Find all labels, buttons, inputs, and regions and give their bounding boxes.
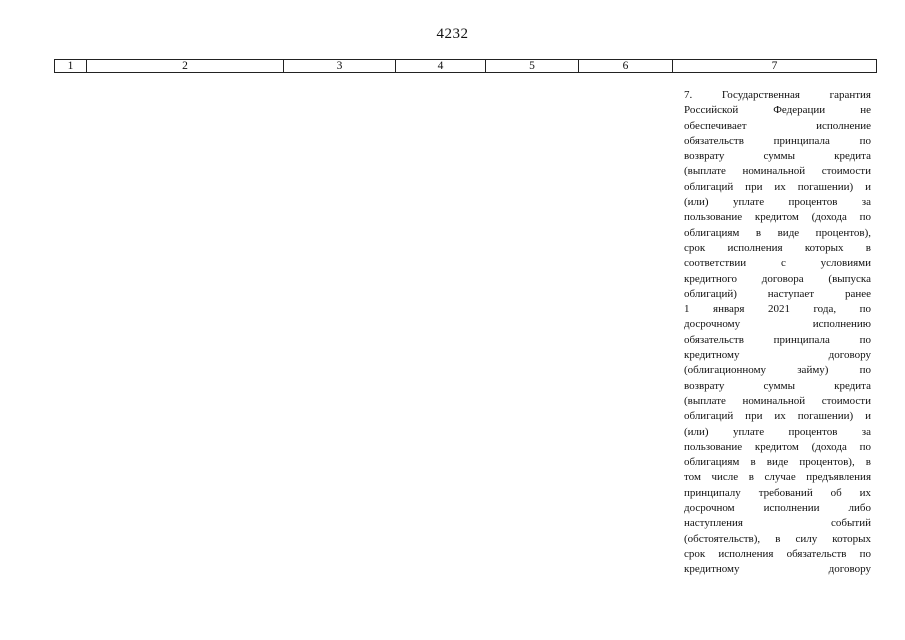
text-line: соответствии с условиями (684, 257, 871, 270)
text-line: облигаций) наступает ранее (684, 287, 871, 300)
text-line: пользование кредитом (дохода по (684, 440, 871, 453)
text-line: (или) уплате процентов за (684, 425, 871, 438)
text-line: (облигационному займу) по (684, 364, 871, 377)
text-line: облигациям в виде процентов), в (684, 456, 871, 469)
text-line: (выплате номинальной стоимости (684, 394, 871, 407)
text-line: срок исполнения обязательств по (684, 547, 871, 560)
text-line: (обстоятельств), в силу которых (684, 532, 871, 545)
header-cell-6: 6 (579, 60, 673, 72)
text-line: обязательств принципала по (684, 134, 871, 147)
header-cell-5: 5 (486, 60, 579, 72)
text-line: принципалу требований об их (684, 486, 871, 499)
text-line: возврату суммы кредита (684, 379, 871, 392)
text-line: кредитному договору (684, 349, 871, 362)
text-line: облигациям в виде процентов), (684, 226, 871, 239)
header-cell-4: 4 (396, 60, 486, 72)
header-cell-1: 1 (55, 60, 87, 72)
text-line: 1 января 2021 года, по (684, 303, 871, 316)
text-line: (выплате номинальной стоимости (684, 165, 871, 178)
column-7-text (684, 88, 871, 578)
text-line: 7. Государственная гарантия (684, 89, 871, 101)
table-header-row (54, 59, 877, 73)
text-line: том числе в случае предъявления (684, 471, 871, 484)
header-cell-2: 2 (87, 60, 284, 72)
text-line: облигаций при их погашении) и (684, 180, 871, 193)
text-line: досрочном исполнении либо (684, 502, 871, 515)
text-line: наступления событий (684, 517, 871, 530)
text-line: досрочному исполнению (684, 318, 871, 331)
text-line: пользование кредитом (дохода по (684, 211, 871, 224)
text-line: Российской Федерации не (684, 104, 871, 117)
text-line: облигаций при их погашении) и (684, 410, 871, 423)
page-number: 4232 (436, 26, 469, 42)
text-line: кредитному договору (684, 563, 871, 576)
header-cell-3: 3 (284, 60, 396, 72)
text-line: (или) уплате процентов за (684, 196, 871, 209)
text-line: кредитного договора (выпуска (684, 272, 871, 285)
text-line: срок исполнения которых в (684, 241, 871, 254)
text-line: обязательств принципала по (684, 333, 871, 346)
text-line: возврату суммы кредита (684, 150, 871, 163)
header-cell-7: 7 (771, 60, 778, 72)
text-line: обеспечивает исполнение (684, 119, 871, 132)
